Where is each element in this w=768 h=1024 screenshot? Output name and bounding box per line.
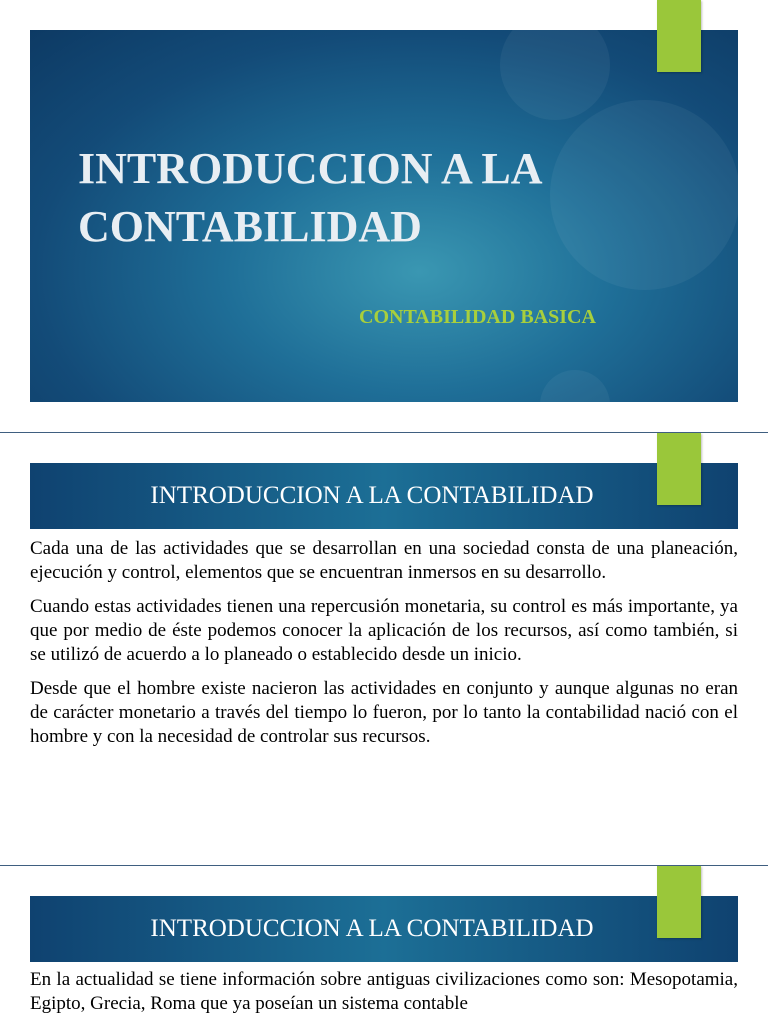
slide-content-2 (0, 866, 768, 1024)
accent-tab (657, 866, 701, 938)
slide-main-title: INTRODUCCION A LA CONTABILIDAD (78, 144, 541, 251)
header-bar (30, 463, 738, 529)
slide-header-title: INTRODUCCION A LA CONTABILIDAD (150, 482, 594, 509)
paragraph: En la actualidad se tiene información sobre antiguas civilizaciones como son: Mesopotamia, Egipto, Grecia, Roma que ya poseían un sistema contable (30, 969, 738, 1014)
paragraph: Cuando estas actividades tienen una repercusión monetaria, su control es más importante, ya que por medio de éste podemos conocer la aplicación de los recursos, así como también, si se utilizó de acuerdo a lo planeado o establecido desde un inicio. (30, 596, 738, 665)
paragraph: Desde que el hombre existe nacieron las actividades en conjunto y aunque algunas no eran de carácter monetario a través del tiempo lo fueron, por lo tanto la contabilidad nació con el hombre y con la necesidad de controlar sus recursos. (30, 678, 738, 747)
bokeh-decoration (540, 370, 610, 402)
paragraph: Cada una de las actividades que se desarrollan en una sociedad consta de una planeación, ejecución y control, elementos que se encuentran inmersos en su desarrollo. (30, 538, 738, 583)
header-bar (30, 896, 738, 962)
title-panel (30, 30, 738, 402)
slide-body (30, 968, 738, 1024)
bokeh-decoration (500, 30, 610, 120)
accent-tab (657, 433, 701, 505)
slide-title (0, 0, 768, 432)
slide-header-title: INTRODUCCION A LA CONTABILIDAD (150, 915, 594, 942)
slide-subtitle: CONTABILIDAD BASICA (359, 306, 596, 328)
accent-tab (657, 0, 701, 72)
slide-body (30, 537, 738, 759)
slide-content-1 (0, 433, 768, 865)
